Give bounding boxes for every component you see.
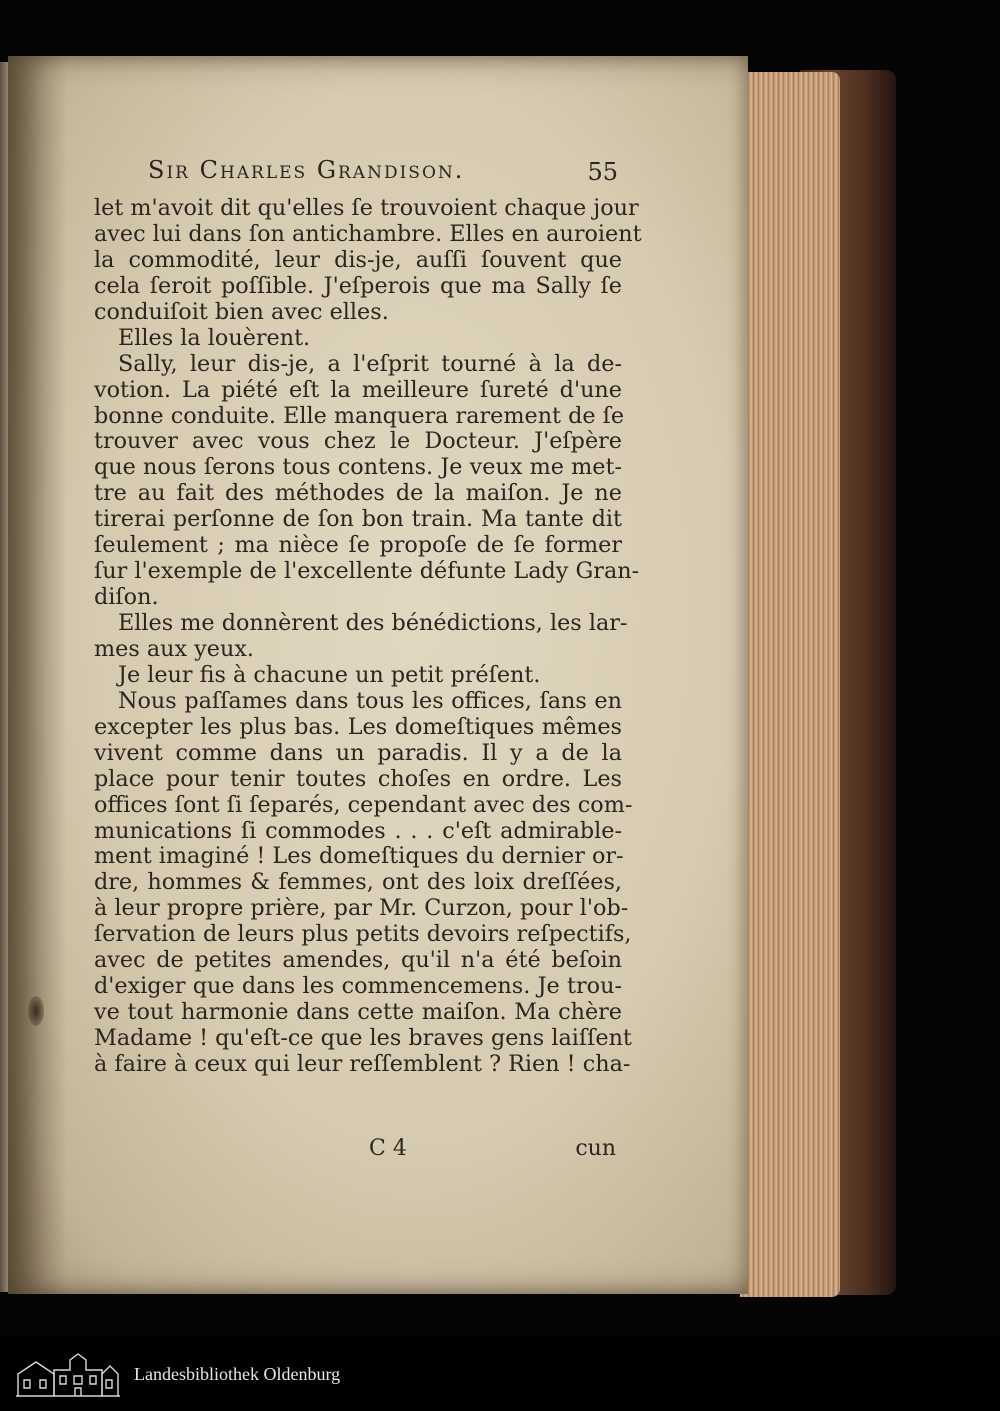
text-line: Elles me donnèrent des bénédictions, les lar- (118, 610, 628, 636)
text-line: ment imaginé ! Les domeſtiques du dernier or- (94, 843, 624, 870)
body-text (94, 195, 642, 1078)
text-line: ſeulement ; ma nièce ſe propoſe de ſe former (94, 532, 622, 559)
text-line: bonne conduite. Elle manquera rarement de ſe (94, 402, 625, 429)
text-line: place pour tenir toutes choſes en ordre. Les (94, 765, 622, 792)
text-line: Nous paſſames dans tous les offices, ſans en (118, 687, 622, 714)
text-line: que nous ſerons tous contens. Je veux me met- (94, 454, 622, 481)
library-building-icon (14, 1350, 122, 1398)
text-line: tre au fait des méthodes de la maiſon. Je ne (94, 480, 622, 507)
book-page (8, 56, 748, 1294)
signature-mark: C 4 (369, 1136, 407, 1161)
text-line: ſur l'exemple de l'excellente défunte Lady Gran- (94, 558, 640, 585)
text-line: munications ſi commodes . . . c'eſt admirable- (94, 817, 622, 844)
page-footer (94, 1136, 622, 1166)
text-line: Je leur fis à chacune un petit préſent. (118, 661, 541, 688)
library-banner (0, 1336, 1000, 1411)
text-line: offices ſont ſi ſeparés, cependant avec des com- (94, 791, 633, 818)
text-line: Elles la louèrent. (118, 324, 311, 351)
ink-stain (28, 996, 44, 1026)
text-line: conduiſoit bien avec elles. (94, 298, 389, 325)
catchword: cun (575, 1136, 616, 1161)
library-name: Landesbibliothek Oldenburg (134, 1364, 341, 1384)
text-line: excepter les plus bas. Les domeſtiques mêmes (94, 713, 622, 740)
text-line: ſervation de leurs plus petits devoirs reſpectifs, (94, 921, 632, 948)
running-head (148, 156, 618, 196)
text-line: la commodité, leur dis-je, auſſi ſouvent que (94, 246, 622, 273)
text-line: Madame ! qu'eſt-ce que les braves gens laiſſent (94, 1025, 632, 1051)
running-title: Sir Charles Grandison. (148, 156, 465, 184)
text-line: avec de petites amendes, qu'il n'a été beſoin (94, 947, 622, 974)
text-line: let m'avoit dit qu'elles ſe trouvoient chaque jour (94, 195, 639, 221)
text-line: vivent comme dans un paradis. Il y a de la (94, 739, 622, 766)
text-line: ve tout harmonie dans cette maiſon. Ma chère (94, 999, 622, 1026)
text-line: tirerai perſonne de ſon bon train. Ma tante dit (94, 506, 622, 533)
text-line: avec lui dans ſon antichambre. Elles en auroient (94, 220, 642, 247)
page-edges (740, 72, 840, 1297)
text-line: cela ſeroit poſſible. J'eſperois que ma Sally ſe (94, 272, 622, 299)
text-line: trouver avec vous chez le Docteur. J'eſpère (94, 428, 622, 455)
text-line: à leur propre prière, par Mr. Curzon, pour l'ob- (94, 895, 629, 922)
text-line: mes aux yeux. (94, 635, 254, 662)
text-line: dre, hommes & femmes, ont des loix dreſſées, (94, 869, 622, 896)
text-line: votion. La piété eſt la meilleure ſureté d'une (94, 376, 622, 403)
text-line: Sally, leur dis-je, a l'eſprit tourné à la de- (118, 350, 622, 377)
page-number: 55 (587, 158, 618, 186)
text-line: à faire à ceux qui leur reſſemblent ? Rien ! cha- (94, 1050, 631, 1077)
text-line: d'exiger que dans les commencemens. Je trou- (94, 973, 622, 1000)
text-line: diſon. (94, 584, 159, 611)
